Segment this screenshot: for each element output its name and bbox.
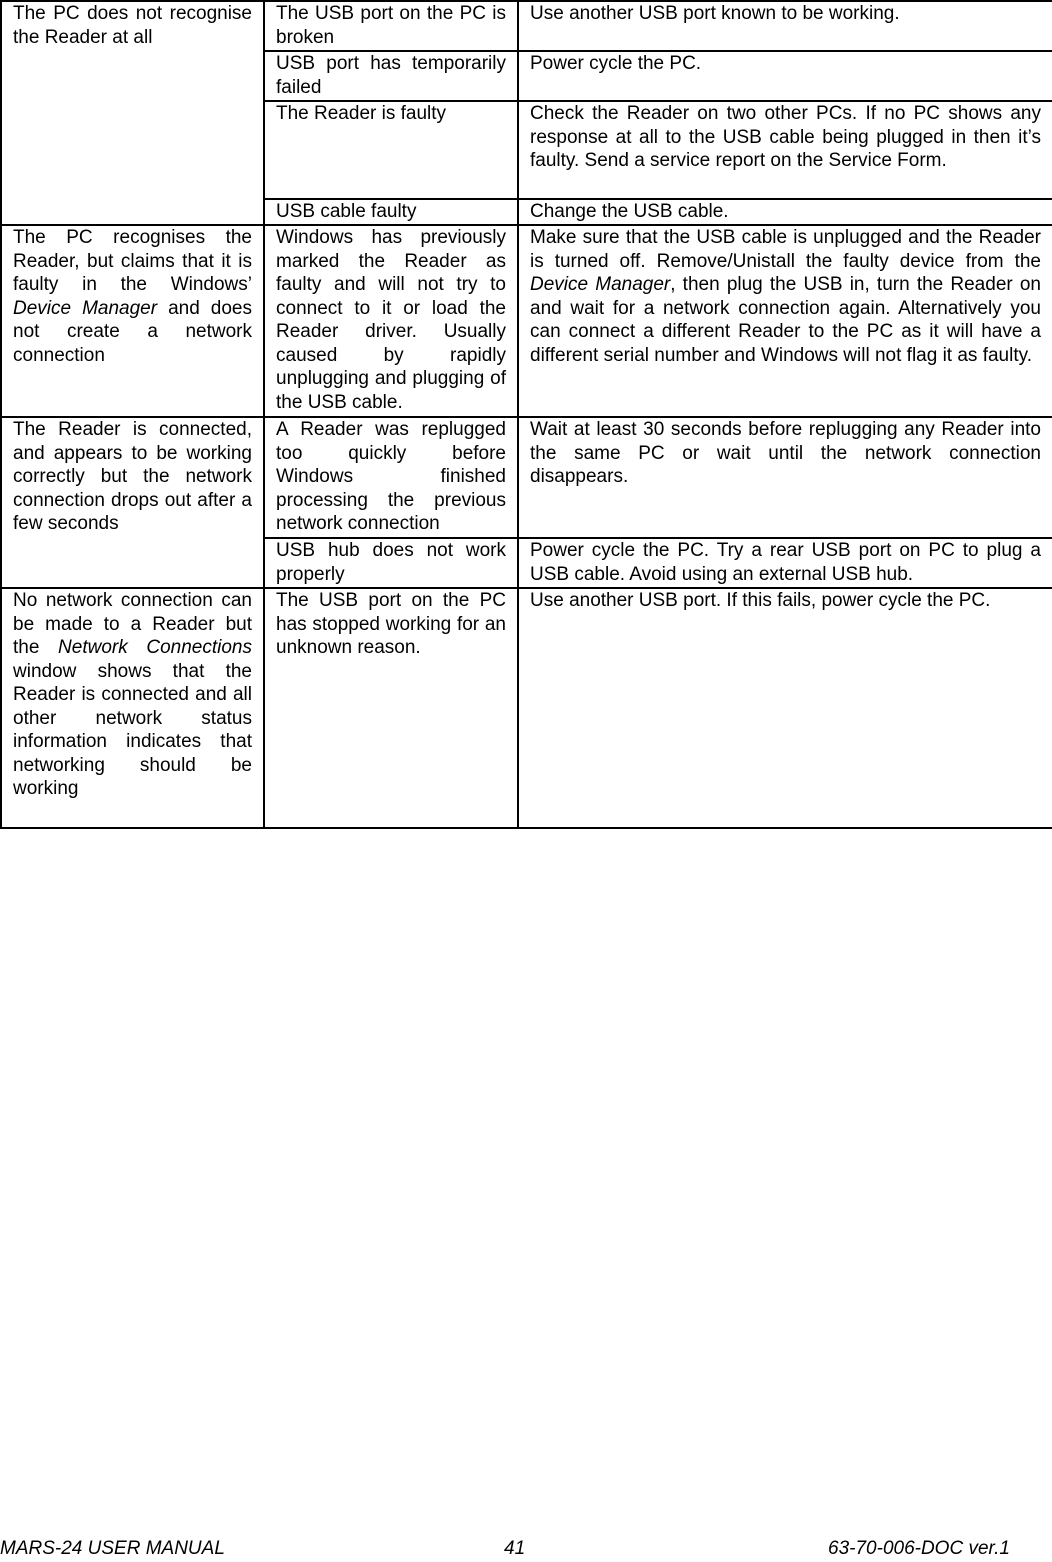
problem-text: and does not create a network connection (13, 297, 252, 366)
cause-cell: The USB port on the PC is broken (264, 1, 518, 51)
cause-cell: Windows has previously marked the Reader as faulty and will not try to connect to it or load the Reader driver. Usually caused by rapidly unplugging and plugging of the USB cable. (264, 225, 518, 417)
problem-text: window shows that the Reader is connected and all other network status information indicates that networking should be working (13, 660, 252, 799)
solution-cell (518, 225, 1052, 417)
cause-cell: The USB port on the PC has stopped working for an unknown reason. (264, 588, 518, 828)
solution-cell: Wait at least 30 seconds before replugging any Reader into the same PC or wait until the network connection disappears. (518, 417, 1052, 538)
solution-text: Make sure that the USB cable is unplugged and the Reader is turned off. Remove/Unistall the faulty device from the (530, 227, 1041, 272)
footer-manual-title: MARS-24 USER MANUAL (0, 1538, 225, 1559)
cause-cell: A Reader was replugged too quickly before Windows finished processing the previous network connection (264, 417, 518, 538)
solution-cell: Power cycle the PC. (518, 51, 1052, 101)
solution-cell: Power cycle the PC. Try a rear USB port on PC to plug a USB cable. Avoid using an external USB hub. (518, 538, 1052, 588)
solution-cell: Check the Reader on two other PCs. If no PC shows any response at all to the USB cable being plugged in then it’s faulty. Send a service report on the Service Form. (518, 101, 1052, 199)
cause-cell: USB cable faulty (264, 199, 518, 225)
problem-emphasis: Network Connections (58, 637, 252, 658)
table-row (1, 588, 1052, 828)
table-row (1, 225, 1052, 417)
solution-cell: Use another USB port. If this fails, power cycle the PC. (518, 588, 1052, 828)
cause-cell: USB port has temporarily failed (264, 51, 518, 101)
cause-cell: USB hub does not work properly (264, 538, 518, 588)
table-row (1, 417, 1052, 538)
problem-cell (1, 225, 264, 417)
problem-emphasis: Device Manager (13, 297, 158, 319)
solution-text: , then plug the USB in, turn the Reader on and wait for a network connection again. Alternatively you can connect a different Reader to the PC as it will have a different serial number and Windows will not flag it as faulty. (530, 274, 1042, 366)
problem-cell: The Reader is connected, and appears to be working correctly but the network connection drops out after a few seconds (1, 417, 264, 588)
solution-cell: Change the USB cable. (518, 199, 1052, 225)
problem-cell: The PC does not recognise the Reader at all (1, 1, 264, 225)
problem-text: No network connection can be made to a Reader but the (13, 590, 252, 658)
table-row (1, 1, 1052, 51)
footer-page-number: 41 (504, 1538, 526, 1559)
page-footer (0, 1538, 1052, 1562)
problem-cell (1, 588, 264, 828)
solution-emphasis: Device Manager (530, 274, 671, 295)
problem-text: The PC recognises the Reader, but claims that it is faulty in the Windows’ (13, 227, 252, 295)
footer-doc-version: 63-70-006-DOC ver.1 (828, 1538, 1010, 1559)
solution-cell: Use another USB port known to be working. (518, 1, 1052, 51)
cause-cell: The Reader is faulty (264, 101, 518, 199)
